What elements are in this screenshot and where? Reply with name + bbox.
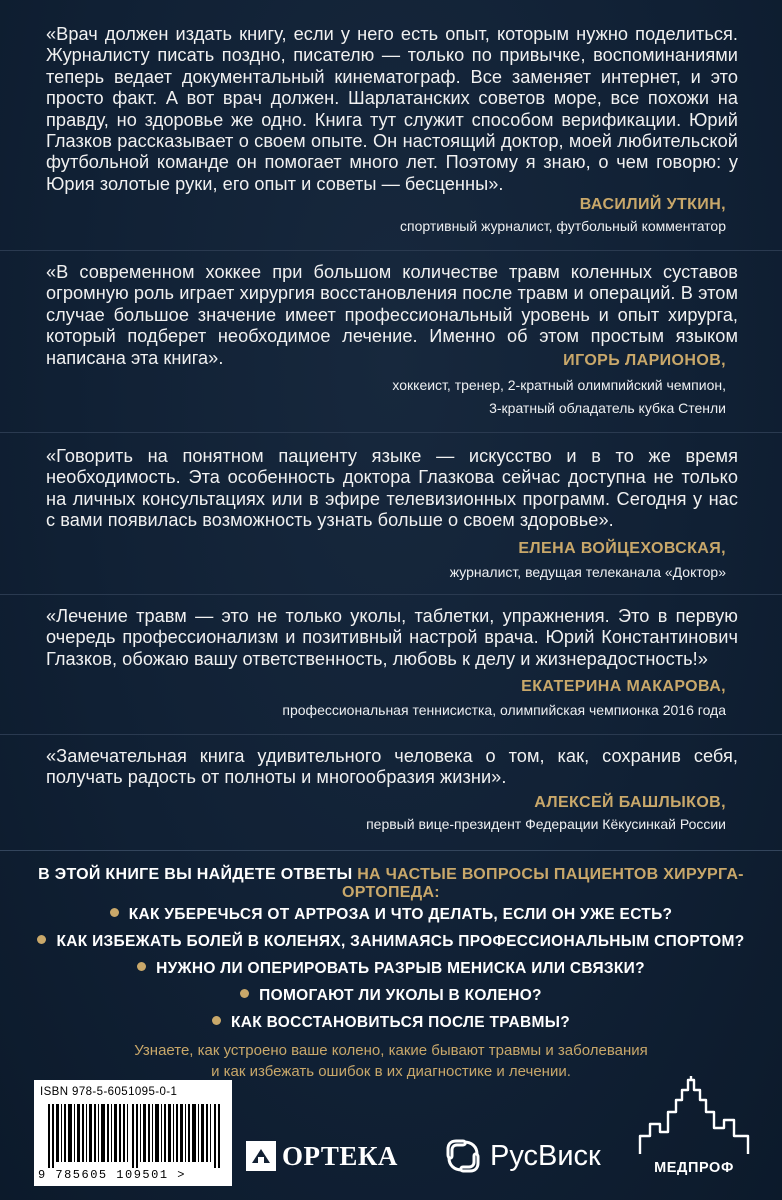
answers-heading-white: В ЭТОЙ КНИГЕ ВЫ НАЙДЕТЕ ОТВЕТЫ — [38, 866, 353, 883]
summary-line-1: Узнаете, как устроено ваше колено, какие бывают травмы и заболевания — [134, 1042, 648, 1059]
divider — [0, 250, 782, 251]
quote-bashlykov: «Замечательная книга удивительного человека о том, как, сохранив себя, получать радость от полноты и многообразия жизни». — [46, 746, 738, 788]
section-divider — [0, 850, 782, 851]
role-larionov-1: хоккеист, тренер, 2-кратный олимпийский чемпион, — [392, 377, 726, 393]
author-utkin: ВАСИЛИЙ УТКИН, — [579, 196, 726, 213]
orteka-mark-icon — [246, 1141, 276, 1171]
barcode-digits: 9 785605 109501 > — [38, 1168, 186, 1182]
medprof-logo — [636, 1076, 752, 1186]
question-text: НУЖНО ЛИ ОПЕРИРОВАТЬ РАЗРЫВ МЕНИСКА ИЛИ СВЯЗКИ? — [156, 960, 645, 977]
quote-larionov: «В современном хоккее при большом количестве травм коленных суставов огромную роль играет хирургия восстановления после травм и операций. В этом случае большое значение имеет профессиональный уровень и опыт хирурга, который подберет необходимое лечение. Именно об этом простым языком написана эта книга». — [46, 262, 738, 368]
bullet-icon — [110, 908, 119, 917]
medprof-logo-text: МЕДПРОФ — [654, 1160, 734, 1176]
role-voitsekhovskaya: журналист, ведущая телеканала «Доктор» — [449, 564, 726, 580]
divider — [0, 432, 782, 433]
bullet-icon — [240, 989, 249, 998]
question-text: КАК ВОССТАНОВИТЬСЯ ПОСЛЕ ТРАВМЫ? — [231, 1014, 570, 1031]
role-bashlykov: первый вице-президент Федерации Кёкусинкай России — [366, 816, 726, 832]
question-item — [0, 960, 782, 978]
question-item — [0, 933, 782, 951]
answers-heading-gold: НА ЧАСТЫЕ ВОПРОСЫ ПАЦИЕНТОВ ХИРУРГА-ОРТОПЕДА: — [342, 866, 744, 901]
bullet-icon — [37, 935, 46, 944]
author-bashlykov: АЛЕКСЕЙ БАШЛЫКОВ, — [534, 794, 726, 811]
author-voitsekhovskaya: ЕЛЕНА ВОЙЦЕХОВСКАЯ, — [518, 540, 726, 557]
role-makarova: профессиональная теннисистка, олимпийская чемпионка 2016 года — [282, 702, 726, 718]
answers-heading — [0, 866, 782, 902]
barcode-icon — [48, 1104, 224, 1168]
summary-line-2: и как избежать ошибок в их диагностике и лечении. — [211, 1063, 571, 1080]
bullet-icon — [137, 962, 146, 971]
quote-utkin: «Врач должен издать книгу, если у него есть опыт, которым нужно поделиться. Журналисту писать поздно, писателю — только по привычке, воспоминаниями теперь ведает документальный кинематограф. Все заменяет интернет, и это просто факт. А вот врач должен. Шарлатанских советов море, все похожи на правду, но здоровье же одно. Книга тут служит способом верификации. Юрий Глазков рассказывает о своем опыте. Он настоящий доктор, моей любительской футбольной команде он помогает много лет. Поэтому я знаю, о чем говорю: у Юрия золотые руки, его опыт и советы — бесценны». — [46, 24, 738, 194]
orteka-logo-text: ОРТЕКА — [282, 1140, 398, 1171]
question-text: КАК ИЗБЕЖАТЬ БОЛЕЙ В КОЛЕНЯХ, ЗАНИМАЯСЬ ПРОФЕССИОНАЛЬНЫМ СПОРТОМ? — [56, 933, 745, 950]
role-utkin: спортивный журналист, футбольный комментатор — [400, 218, 726, 234]
bullet-icon — [212, 1016, 221, 1025]
divider — [0, 594, 782, 595]
quote-voitsekhovskaya: «Говорить на понятном пациенту языке — искусство и в то же время необходимость. Эта особенность доктора Глазкова сейчас доступна не только на личных консультациях или в эфире телевизионных программ. Сегодня у нас с вами появилась возможность узнать больше о своем здоровье». — [46, 446, 738, 531]
isbn-text: ISBN 978-5-6051095-0-1 — [40, 1086, 178, 1098]
question-text: КАК УБЕРЕЧЬСЯ ОТ АРТРОЗА И ЧТО ДЕЛАТЬ, ЕСЛИ ОН УЖЕ ЕСТЬ? — [128, 906, 673, 923]
rusvisk-logo — [444, 1136, 601, 1176]
author-larionov: ИГОРЬ ЛАРИОНОВ, — [563, 352, 726, 369]
question-item — [0, 906, 782, 924]
rusvisk-mark-icon — [444, 1137, 482, 1175]
role-larionov-2: 3-кратный обладатель кубка Стенли — [489, 400, 726, 416]
quote-makarova: «Лечение травм — это не только уколы, таблетки, упражнения. Это в первую очередь профессионализм и позитивный настрой врача. Юрий Константинович Глазков, обожаю вашу ответственность, любовь к делу и жизнерадостность!» — [46, 606, 738, 669]
divider — [0, 734, 782, 735]
rusvisk-logo-text: РусВиск — [490, 1139, 601, 1172]
question-item — [0, 1014, 782, 1032]
medprof-skyline-icon — [636, 1076, 752, 1158]
question-item — [0, 987, 782, 1005]
question-text: ПОМОГАЮТ ЛИ УКОЛЫ В КОЛЕНО? — [259, 987, 542, 1004]
orteka-logo — [246, 1138, 398, 1174]
barcode-box — [34, 1080, 232, 1186]
author-makarova: ЕКАТЕРИНА МАКАРОВА, — [521, 678, 726, 695]
